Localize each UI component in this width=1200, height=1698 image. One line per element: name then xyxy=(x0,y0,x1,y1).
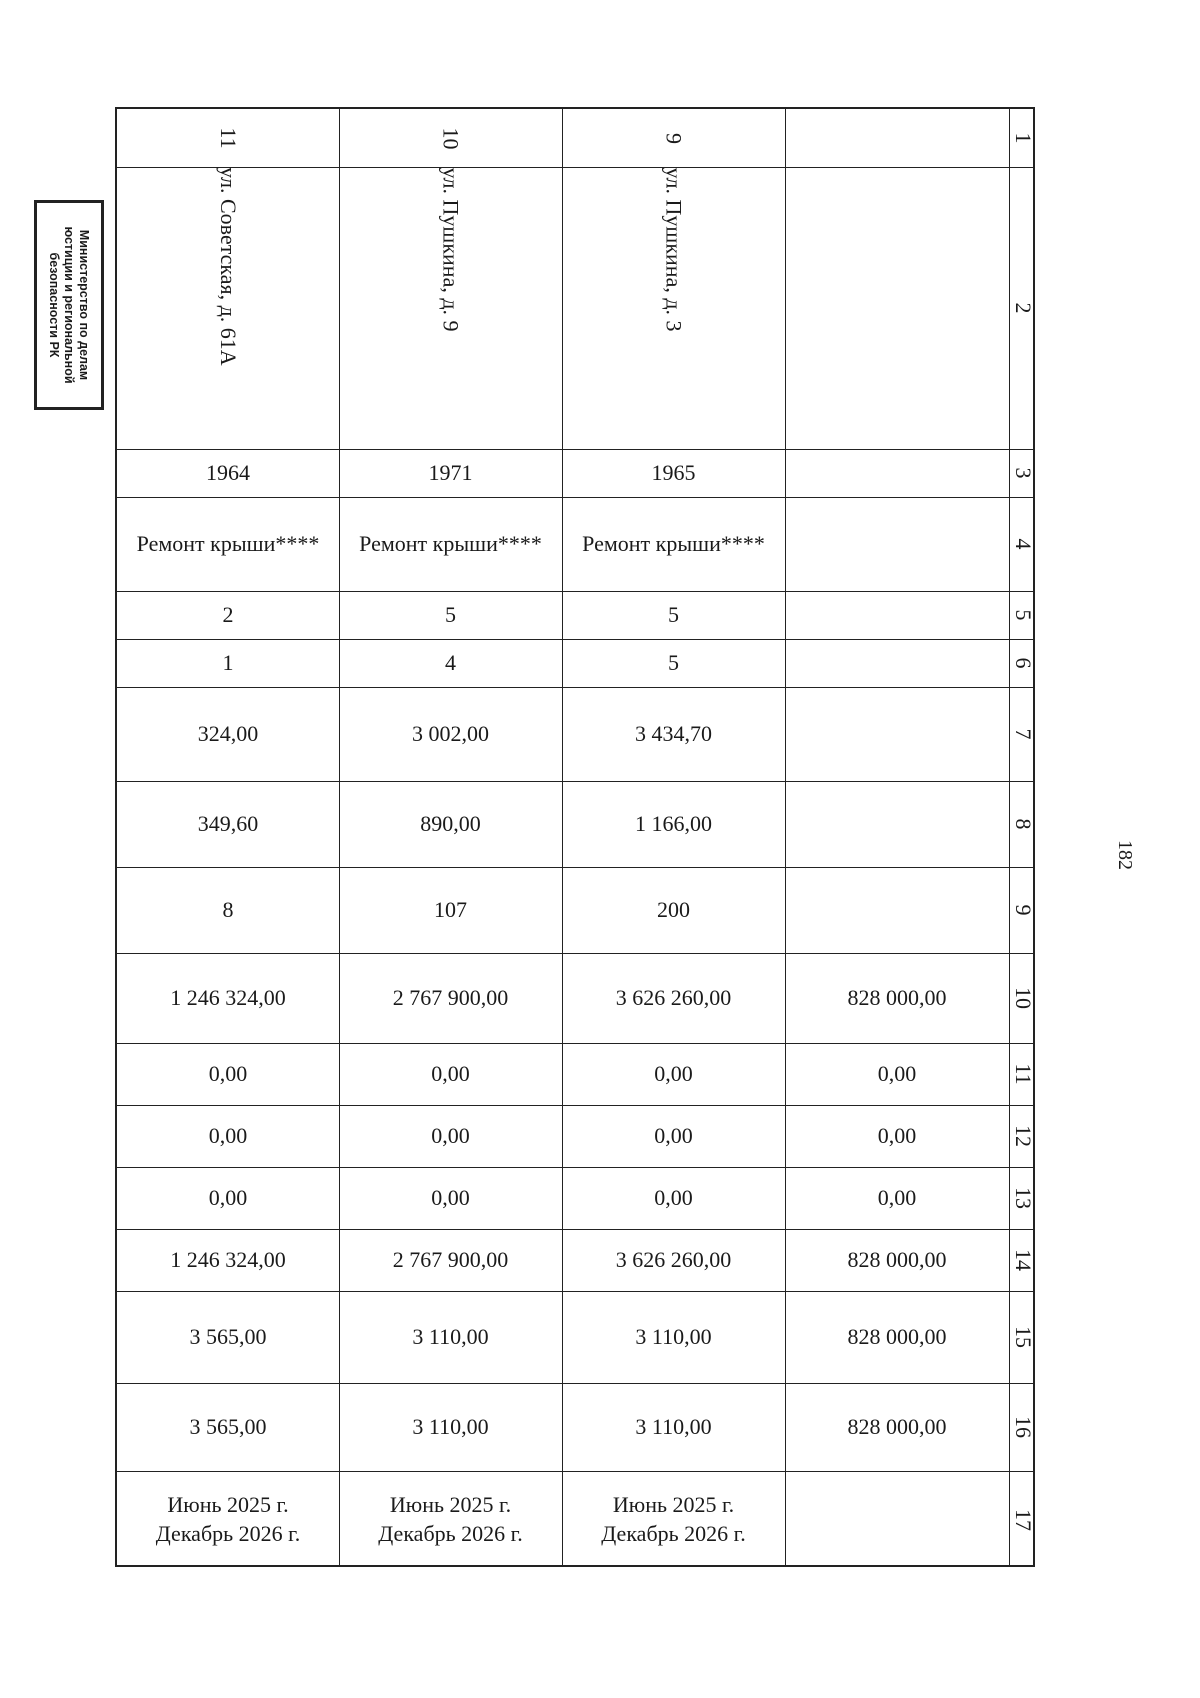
column-number-label: 14 xyxy=(1011,1249,1036,1271)
column-number-label: 10 xyxy=(1011,987,1036,1009)
table-cell-year: 1964 xyxy=(206,459,250,485)
table-cell-c10: 3 626 260,00 xyxy=(615,984,732,1010)
column-number-label: 8 xyxy=(1011,818,1036,830)
table-cell-c9: 200 xyxy=(657,896,690,922)
table-cell-c15: 3 110,00 xyxy=(635,1323,712,1349)
table-cell-num xyxy=(785,109,1009,167)
table-cell-c10: 2 767 900,00 xyxy=(392,984,509,1010)
table-cell-c9 xyxy=(785,867,1009,953)
table-cell-c8: 890,00 xyxy=(420,810,481,836)
table-cell-c5: 5 xyxy=(445,601,456,627)
table-cell-address: ул. Советская, д. 61А xyxy=(216,167,241,366)
table-cell-c12: 0,00 xyxy=(431,1122,470,1148)
stamp-text: Министерство по делам юстиции и региональной безопасности РК xyxy=(47,226,92,384)
column-number-label: 1 xyxy=(1011,132,1036,144)
table-cell-c5 xyxy=(785,591,1009,639)
column-number-label: 17 xyxy=(1011,1509,1036,1531)
table-cell-num: 9 xyxy=(661,132,687,144)
table-cell-c16: 3 110,00 xyxy=(635,1413,712,1439)
table-cell-c11: 0,00 xyxy=(877,1060,917,1086)
column-number-label: 2 xyxy=(1011,302,1036,314)
table-cell-c12: 0,00 xyxy=(877,1122,917,1148)
table-cell-year: 1971 xyxy=(428,459,473,485)
table-cell-address: ул. Пушкина, д. 9 xyxy=(438,167,464,332)
table-cell-c14: 3 626 260,00 xyxy=(615,1246,732,1272)
column-number-label: 11 xyxy=(1011,1063,1036,1085)
table-cell-c7: 3 434,70 xyxy=(635,720,712,746)
table-cell-c16: 3 565,00 xyxy=(189,1413,267,1439)
table-cell-c9: 107 xyxy=(434,896,467,922)
table-cell-c11: 0,00 xyxy=(431,1060,470,1086)
table-cell-work: Ремонт крыши**** xyxy=(582,530,765,556)
table-cell-c13: 0,00 xyxy=(431,1184,470,1210)
table-cell-c14: 2 767 900,00 xyxy=(392,1246,509,1272)
table-cell-work: Ремонт крыши**** xyxy=(359,530,542,556)
table-cell-c15: 3 110,00 xyxy=(412,1323,489,1349)
table-cell-c17: Июнь 2025 г. Декабрь 2026 г. xyxy=(155,1492,301,1546)
table-cell-year xyxy=(785,449,1009,497)
ministry-stamp xyxy=(34,200,104,410)
table-cell-c6: 1 xyxy=(222,649,234,675)
table-cell-c6: 5 xyxy=(668,649,679,675)
table-cell-c17: Июнь 2025 г. Декабрь 2026 г. xyxy=(378,1492,523,1546)
table-cell-c11: 0,00 xyxy=(654,1060,693,1086)
table-cell-address: ул. Пушкина, д. 3 xyxy=(661,167,687,332)
table-cell-c14: 1 246 324,00 xyxy=(170,1246,286,1272)
column-number-label: 5 xyxy=(1011,609,1036,621)
table-cell-c9: 8 xyxy=(222,896,234,922)
table-cell-work xyxy=(785,497,1009,591)
table-cell-c10: 1 246 324,00 xyxy=(170,984,286,1010)
table-cell-c14: 828 000,00 xyxy=(847,1246,947,1272)
table-cell-c15: 828 000,00 xyxy=(847,1323,947,1349)
column-number-label: 7 xyxy=(1011,728,1036,740)
table-cell-c13: 0,00 xyxy=(208,1184,248,1210)
table-cell-c6: 4 xyxy=(445,649,456,675)
table-cell-year: 1965 xyxy=(651,459,696,485)
column-number-label: 15 xyxy=(1011,1326,1036,1348)
column-number-label: 3 xyxy=(1011,467,1036,479)
table-cell-c16: 828 000,00 xyxy=(847,1413,947,1439)
table-cell-c8: 349,60 xyxy=(197,810,259,836)
table-cell-c7: 3 002,00 xyxy=(412,720,489,746)
data-table xyxy=(115,107,1035,1567)
table-cell-c12: 0,00 xyxy=(208,1122,248,1148)
table-cell-c10: 828 000,00 xyxy=(847,984,947,1010)
table-cell-address xyxy=(785,167,1009,449)
table-cell-c5: 2 xyxy=(222,601,234,627)
table-cell-c17: Июнь 2025 г. Декабрь 2026 г. xyxy=(601,1492,746,1546)
column-number-label: 12 xyxy=(1011,1125,1036,1147)
table-cell-c12: 0,00 xyxy=(654,1122,693,1148)
table-cell-c13: 0,00 xyxy=(654,1184,693,1210)
table-cell-c6 xyxy=(785,639,1009,687)
table-cell-num: 11 xyxy=(216,127,241,149)
column-number-label: 9 xyxy=(1011,904,1036,916)
table-cell-c7 xyxy=(785,687,1009,781)
table-cell-c17 xyxy=(785,1471,1009,1569)
column-number-label: 4 xyxy=(1011,538,1036,550)
column-number-label: 13 xyxy=(1011,1187,1036,1209)
table-cell-c5: 5 xyxy=(668,601,679,627)
page-number: 182 xyxy=(1114,840,1137,870)
table-cell-c7: 324,00 xyxy=(197,720,259,746)
table-cell-c8 xyxy=(785,781,1009,867)
table-cell-c16: 3 110,00 xyxy=(412,1413,489,1439)
table-cell-work: Ремонт крыши**** xyxy=(136,530,320,556)
column-number-label: 6 xyxy=(1011,657,1036,669)
table-cell-c8: 1 166,00 xyxy=(635,810,712,836)
table-cell-num: 10 xyxy=(438,127,464,149)
table-cell-c11: 0,00 xyxy=(208,1060,248,1086)
column-number-label: 16 xyxy=(1011,1416,1036,1438)
table-cell-c13: 0,00 xyxy=(877,1184,917,1210)
table-cell-c15: 3 565,00 xyxy=(189,1323,267,1349)
